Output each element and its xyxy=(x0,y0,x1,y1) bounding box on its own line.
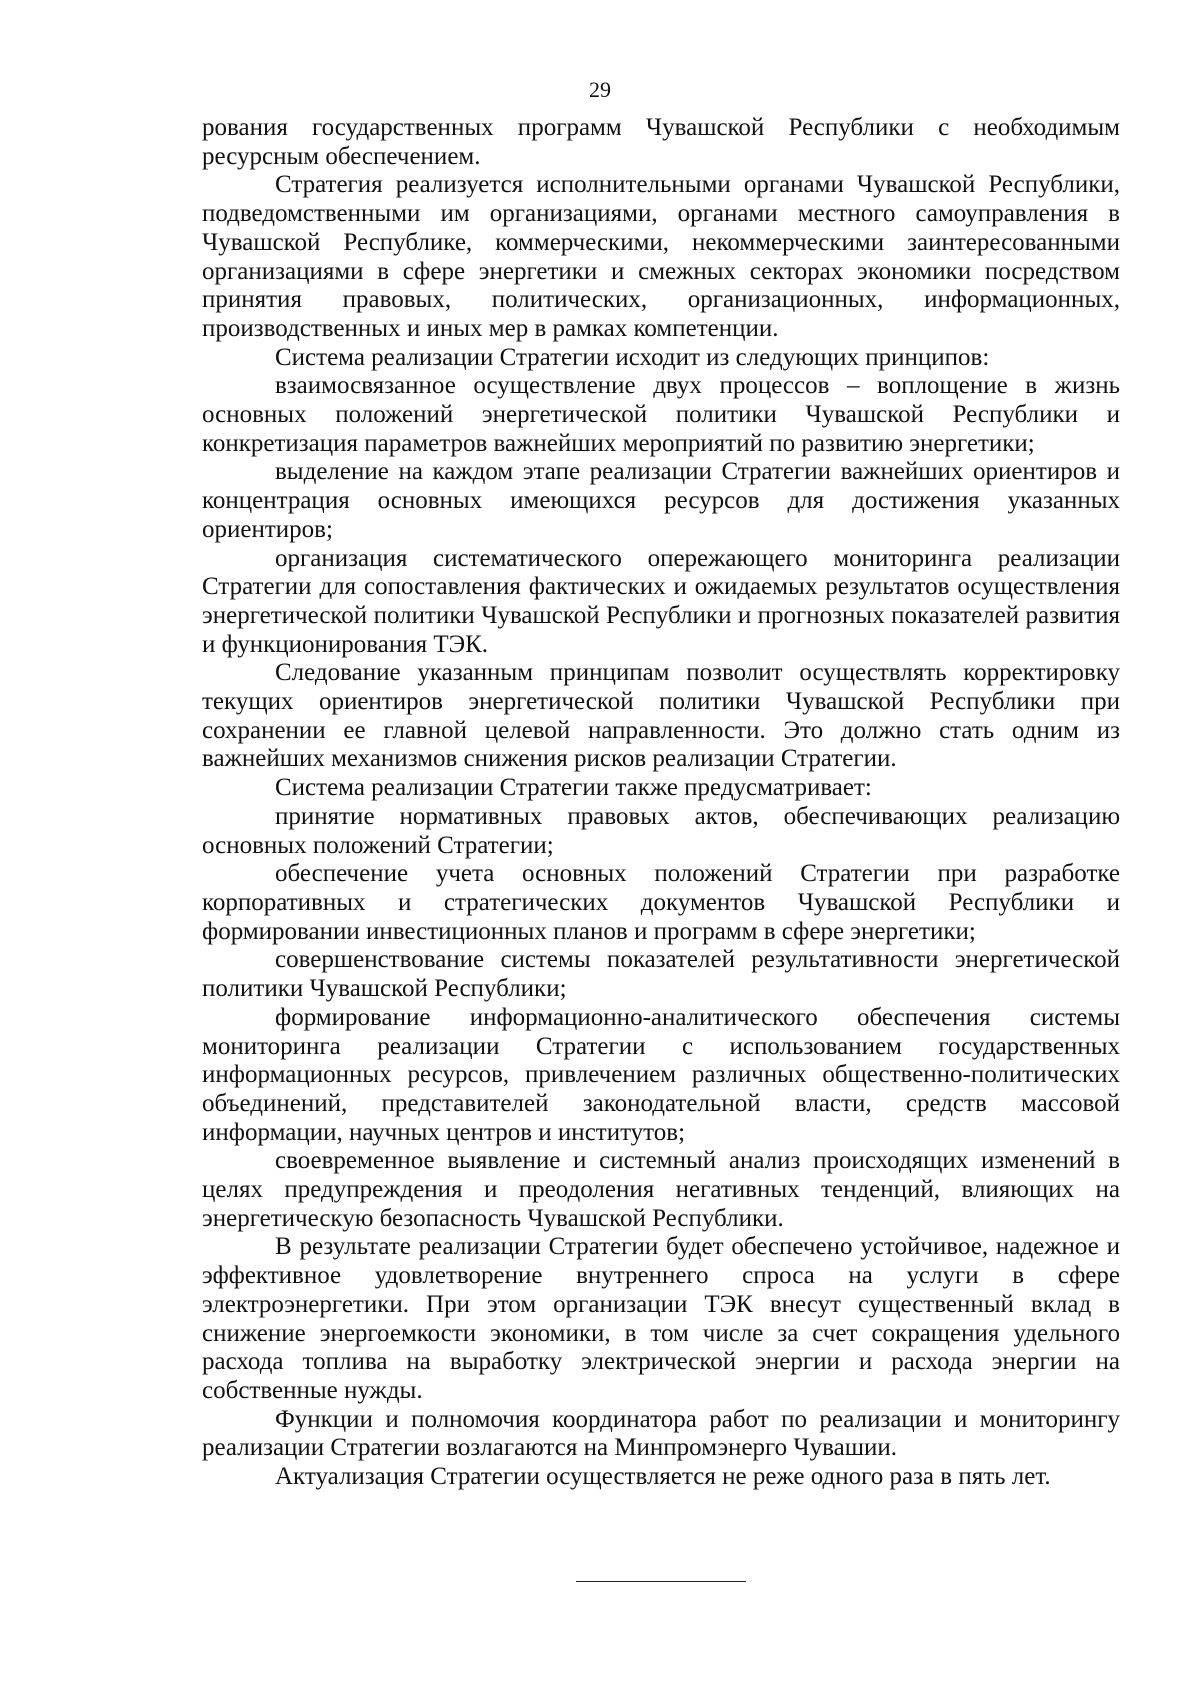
end-divider-line xyxy=(576,1581,746,1582)
provision-item-4: формирование информационно-аналитического обеспечения системы мониторинга реализации Стратегии с использованием государственных информационных ресурсов, привлечением различных общественно-политических объединений, представителей законодательной власти, средств массовой информации, научных центров и институтов; xyxy=(202,1003,1120,1146)
page-number: 29 xyxy=(589,77,611,102)
paragraph-actualization: Актуализация Стратегии осуществляется не реже одного раза в пять лет. xyxy=(275,1463,1051,1491)
provision-item-2: обеспечение учета основных положений Стратегии при разработке корпоративных и стратегических документов Чувашской Республики и формировании инвестиционных планов и программ в сфере энергетики; xyxy=(202,860,1120,945)
provision-item-1: принятие нормативных правовых актов, обеспечивающих реализацию основных положений Стратегии; xyxy=(202,802,1120,859)
paragraph-strategy-implementers: Стратегия реализуется исполнительными органами Чувашской Республики, подведомственными им организациями, органами местного самоуправления в Чувашской Республике, коммерческими, некоммерческими заинтересованными организациями в сфере энергетики и смежных секторах экономики посредством принятия правовых, политических, организационных, информационных, производственных и иных мер в рамках компетенции. xyxy=(202,171,1120,342)
principle-item-1: взаимосвязанное осуществление двух процессов – воплощение в жизнь основных положений энергетической политики Чувашской Республики и конкретизация параметров важнейших мероприятий по развитию энергетики; xyxy=(202,372,1120,457)
paragraph-coordinator: Функции и полномочия координатора работ по реализации и мониторингу реализации Стратегии возлагаются на Минпромэнерго Чувашии. xyxy=(202,1405,1120,1462)
principle-item-2: выделение на каждом этапе реализации Стратегии важнейших ориентиров и концентрация основных имеющихся ресурсов для достижения указанных ориентиров; xyxy=(202,458,1120,543)
paragraph-system-provides: Система реализации Стратегии также предусматривает: xyxy=(275,774,872,802)
document-body xyxy=(202,114,1120,1492)
paragraph-following-principles: Следование указанным принципам позволит осуществлять корректировку текущих ориентиров энергетической политики Чувашской Республики при сохранении ее главной целевой направленности. Это должно стать одним из важнейших механизмов снижения рисков реализации Стратегии. xyxy=(202,659,1120,773)
paragraph-principles-intro: Система реализации Стратегии исходит из следующих принципов: xyxy=(275,343,990,371)
principle-item-3: организация систематического опережающего мониторинга реализации Стратегии для сопоставления фактических и ожидаемых результатов осуществления энергетической политики Чувашской Республики и прогнозных показателей развития и функционирования ТЭК. xyxy=(202,544,1120,658)
provision-item-5: своевременное выявление и системный анализ происходящих изменений в целях предупреждения и преодоления негативных тенденций, влияющих на энергетическую безопасность Чувашской Республики. xyxy=(202,1147,1120,1232)
paragraph-results: В результате реализации Стратегии будет обеспечено устойчивое, надежное и эффективное удовлетворение внутреннего спроса на услуги в сфере электроэнергетики. При этом организации ТЭК внесут существенный вклад в снижение энергоемкости экономики, в том числе за счет сокращения удельного расхода топлива на выработку электрической энергии и расхода энергии на собственные нужды. xyxy=(202,1233,1120,1404)
paragraph-continuation: рования государственных программ Чувашской Республики с необходимым ресурсным обеспечением. xyxy=(202,114,1120,170)
provision-item-3: совершенствование системы показателей результативности энергетической политики Чувашской Республики; xyxy=(202,946,1120,1003)
